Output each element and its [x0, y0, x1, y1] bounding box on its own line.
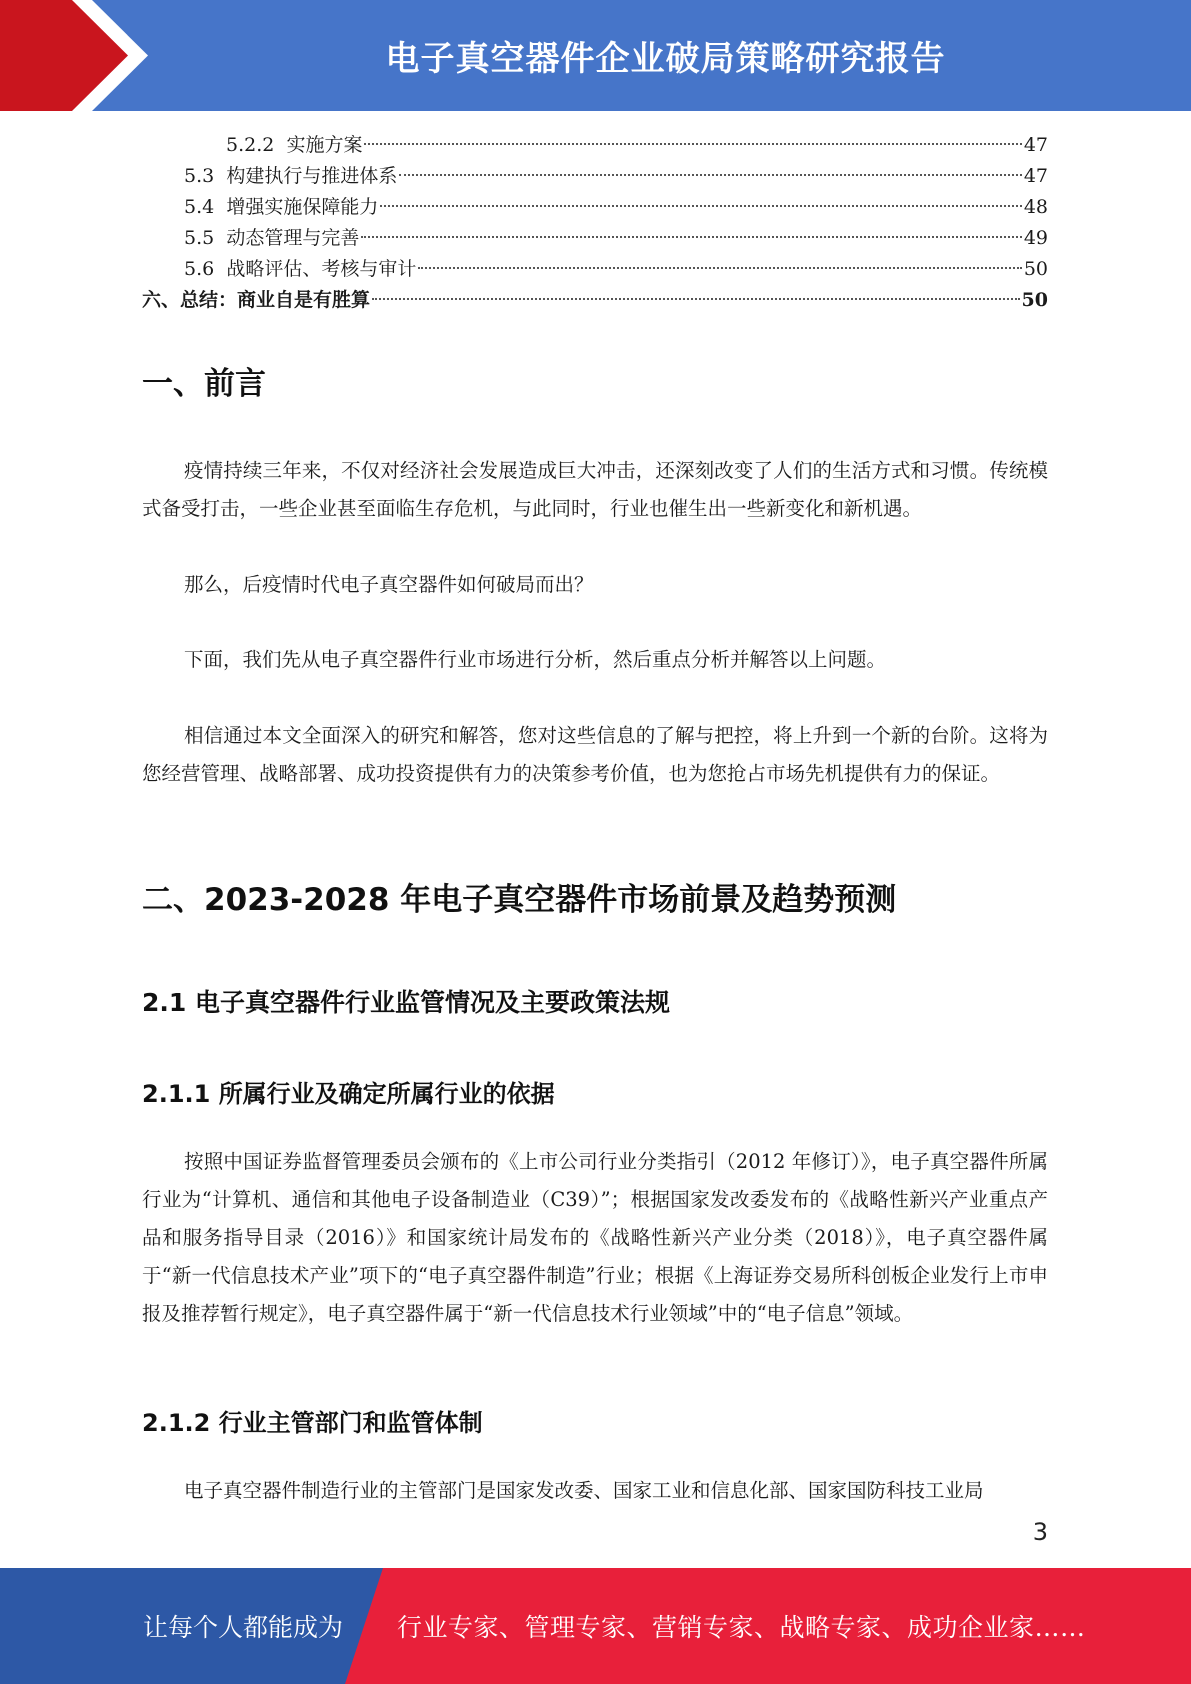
- toc-entry[interactable]: [142, 254, 1048, 285]
- toc-leader-dots: [399, 173, 1021, 176]
- toc-entry-title: 战略评估、考核与审计: [226, 258, 417, 280]
- toc-entry-number: 5.2.2: [226, 134, 275, 156]
- toc-entry-number: 5.3: [184, 165, 215, 187]
- report-header: [0, 0, 1191, 111]
- paragraph: 那么，后疫情时代电子真空器件如何破局而出？: [184, 573, 594, 596]
- toc-entry-page: 49: [1023, 227, 1048, 249]
- toc-entry[interactable]: [142, 161, 1048, 192]
- toc-entry[interactable]: [142, 192, 1048, 223]
- footer-slogan-right: 行业专家、管理专家、营销专家、战略专家、成功企业家……: [397, 1613, 1086, 1642]
- toc-leader-dots: [380, 204, 1021, 207]
- table-of-contents: [142, 130, 1048, 316]
- paragraph: 相信通过本文全面深入的研究和解答，您对这些信息的了解与把控，将上升到一个新的台阶。这将为您经营管理、战略部署、成功投资提供有力的决策参考价值，也为您抢占市场先机提供有力的保证。: [142, 724, 1048, 785]
- toc-entry[interactable]: [142, 285, 1048, 316]
- report-title: 电子真空器件企业破局策略研究报告: [385, 39, 946, 79]
- toc-leader-dots: [364, 142, 1021, 145]
- subsection-heading: 2.1.2 行业主管部门和监管体制: [142, 1409, 483, 1437]
- toc-leader-dots: [418, 266, 1021, 269]
- toc-entry-page: 50: [1023, 258, 1048, 280]
- toc-entry-page: 47: [1023, 134, 1048, 156]
- subsection-heading: 2.1 电子真空器件行业监管情况及主要政策法规: [142, 988, 670, 1017]
- footer-slogan-left: 让每个人都能成为: [143, 1613, 344, 1642]
- toc-entry[interactable]: [142, 223, 1048, 254]
- toc-entry-page: 47: [1023, 165, 1048, 187]
- section-heading-preface: 一、前言: [142, 366, 266, 402]
- paragraph: 按照中国证券监督管理委员会颁布的《上市公司行业分类指引（2012 年修订）》，电子真空器件所属行业为“计算机、通信和其他电子设备制造业（C39）”；根据国家发改委发布的《战略性新兴产业重点产品和服务指导目录（2016）》和国家统计局发布的《战略性新兴产业分类（2018）》，电子真空器件属于“新一代信息技术产业”项下的“电子真空器件制造”行业；根据《上海证券交易所科创板企业发行上市申报及推荐暂行规定》，电子真空器件属于“新一代信息技术行业领域”中的“电子信息”领域。: [142, 1150, 1048, 1325]
- toc-entry-title: 六、总结：商业自是有胜算: [142, 289, 371, 311]
- toc-leader-dots: [372, 297, 1020, 300]
- section-heading-market-outlook: 二、2023-2028 年电子真空器件市场前景及趋势预测: [142, 882, 897, 918]
- toc-entry-number: 5.4: [184, 196, 215, 218]
- toc-leader-dots: [361, 235, 1021, 238]
- toc-entry-number: 5.6: [184, 258, 215, 280]
- subsection-heading: 2.1.1 所属行业及确定所属行业的依据: [142, 1080, 555, 1108]
- toc-entry-page: 50: [1021, 289, 1048, 311]
- toc-entry-title: 增强实施保障能力: [226, 196, 379, 218]
- page-number: 3: [1032, 1518, 1048, 1546]
- toc-entry-title: 动态管理与完善: [226, 227, 360, 249]
- toc-entry[interactable]: [142, 130, 1048, 161]
- paragraph: 疫情持续三年来，不仅对经济社会发展造成巨大冲击，还深刻改变了人们的生活方式和习惯。传统模式备受打击，一些企业甚至面临生存危机，与此同时，行业也催生出一些新变化和新机遇。: [142, 459, 1048, 520]
- toc-entry-title: 实施方案: [286, 134, 363, 156]
- toc-entry-number: 5.5: [184, 227, 215, 249]
- paragraph: 下面，我们先从电子真空器件行业市场进行分析，然后重点分析并解答以上问题。: [184, 648, 887, 671]
- paragraph: 电子真空器件制造行业的主管部门是国家发改委、国家工业和信息化部、国家国防科技工业局: [184, 1479, 984, 1502]
- toc-entry-title: 构建执行与推进体系: [226, 165, 398, 187]
- header-chevron-decoration: [0, 0, 160, 111]
- toc-entry-page: 48: [1023, 196, 1048, 218]
- report-footer: [0, 1568, 1191, 1684]
